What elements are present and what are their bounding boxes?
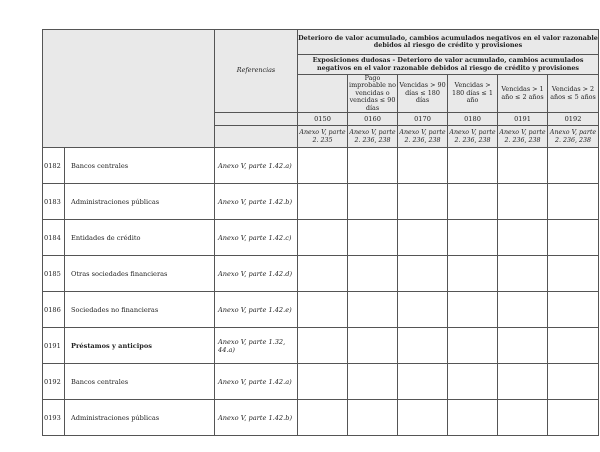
- row-label: Bancos centrales: [65, 364, 215, 400]
- row-reference: Anexo V, parte 1.42.b): [215, 184, 298, 220]
- data-cell[interactable]: [448, 364, 498, 400]
- data-cell[interactable]: [448, 256, 498, 292]
- data-cell[interactable]: [498, 184, 548, 220]
- table-row: [43, 256, 599, 292]
- data-cell[interactable]: [448, 220, 498, 256]
- data-cell[interactable]: [298, 256, 348, 292]
- column-reference: Anexo V, parte 2. 235: [298, 126, 348, 148]
- row-code: 0191: [43, 328, 65, 364]
- table-body: [43, 148, 599, 436]
- data-cell[interactable]: [498, 256, 548, 292]
- column-label: Vencidas > 1 año ≤ 2 años: [498, 75, 548, 113]
- row-code: 0186: [43, 292, 65, 328]
- row-code: 0183: [43, 184, 65, 220]
- column-reference: Anexo V, parte 2. 236, 238: [448, 126, 498, 148]
- row-reference: Anexo V, parte 1.42.c): [215, 220, 298, 256]
- data-cell[interactable]: [398, 364, 448, 400]
- data-cell[interactable]: [548, 256, 599, 292]
- data-cell[interactable]: [398, 220, 448, 256]
- row-label: Administraciones públicas: [65, 184, 215, 220]
- data-cell[interactable]: [448, 148, 498, 184]
- data-cell[interactable]: [348, 364, 398, 400]
- row-reference: Anexo V, parte 1.42.a): [215, 364, 298, 400]
- row-reference: Anexo V, parte 1.42.e): [215, 292, 298, 328]
- table-row: [43, 148, 599, 184]
- data-cell[interactable]: [298, 400, 348, 436]
- column-label: Vencidas > 90 días ≤ 180 días: [398, 75, 448, 113]
- data-cell[interactable]: [448, 400, 498, 436]
- data-cell[interactable]: [448, 184, 498, 220]
- data-cell[interactable]: [348, 328, 398, 364]
- group-header-sub-text: Exposiciones dudosas - Deterioro de valor acumulado, cambios acumulados negativos en el valor razonable debidos al riesgo de crédito y provisiones: [312, 56, 584, 72]
- header-blank-cell: [43, 30, 215, 148]
- data-cell[interactable]: [498, 400, 548, 436]
- data-cell[interactable]: [348, 256, 398, 292]
- group-header-top: [298, 30, 599, 55]
- referencias-label: Referencias: [236, 66, 276, 75]
- column-code: 0170: [398, 113, 448, 126]
- data-cell[interactable]: [348, 292, 398, 328]
- table-row: [43, 364, 599, 400]
- data-cell[interactable]: [398, 400, 448, 436]
- data-cell[interactable]: [548, 292, 599, 328]
- table-row: [43, 184, 599, 220]
- table-row: [43, 328, 599, 364]
- data-cell[interactable]: [298, 364, 348, 400]
- row-label: Entidades de crédito: [65, 220, 215, 256]
- column-reference: Anexo V, parte 2. 236, 238: [398, 126, 448, 148]
- row-code: 0192: [43, 364, 65, 400]
- data-cell[interactable]: [498, 328, 548, 364]
- row-label: Bancos centrales: [65, 148, 215, 184]
- data-cell[interactable]: [398, 256, 448, 292]
- row-label: Préstamos y anticipos: [65, 328, 215, 364]
- data-cell[interactable]: [498, 220, 548, 256]
- data-cell[interactable]: [448, 292, 498, 328]
- data-cell[interactable]: [398, 148, 448, 184]
- group-header-sub: [298, 55, 599, 75]
- data-cell[interactable]: [348, 184, 398, 220]
- column-code: 0160: [348, 113, 398, 126]
- referencias-ref-blank: [215, 126, 298, 148]
- row-code: 0184: [43, 220, 65, 256]
- column-reference: Anexo V, parte 2. 236, 238: [348, 126, 398, 148]
- data-cell[interactable]: [548, 364, 599, 400]
- row-reference: Anexo V, parte 1.42.b): [215, 400, 298, 436]
- data-cell[interactable]: [498, 148, 548, 184]
- column-code: 0150: [298, 113, 348, 126]
- row-reference: Anexo V, parte 1.42.d): [215, 256, 298, 292]
- data-cell[interactable]: [398, 292, 448, 328]
- row-label: Otras sociedades financieras: [65, 256, 215, 292]
- column-label: Vencidas > 180 días ≤ 1 año: [448, 75, 498, 113]
- referencias-code-blank: [215, 113, 298, 126]
- column-label: [298, 75, 348, 113]
- data-cell[interactable]: [348, 148, 398, 184]
- column-code: 0191: [498, 113, 548, 126]
- data-cell[interactable]: [548, 400, 599, 436]
- column-code: 0180: [448, 113, 498, 126]
- column-code: 0192: [548, 113, 599, 126]
- data-cell[interactable]: [448, 328, 498, 364]
- data-cell[interactable]: [298, 328, 348, 364]
- data-cell[interactable]: [548, 148, 599, 184]
- row-reference: Anexo V, parte 1.32, 44.a): [215, 328, 298, 364]
- data-cell[interactable]: [298, 184, 348, 220]
- data-cell[interactable]: [498, 364, 548, 400]
- column-label: Pago improbable no vencidas o vencidas ≤ 90 días: [349, 74, 396, 112]
- financial-report-table: [42, 29, 599, 436]
- row-code: 0182: [43, 148, 65, 184]
- row-reference: Anexo V, parte 1.42.a): [215, 148, 298, 184]
- row-code: 0185: [43, 256, 65, 292]
- data-cell[interactable]: [348, 400, 398, 436]
- data-cell[interactable]: [548, 184, 599, 220]
- table-row: [43, 220, 599, 256]
- group-header-top-text: Deterioro de valor acumulado, cambios acumulados negativos en el valor razonable debidos al riesgo de crédito y provisiones: [298, 33, 598, 49]
- data-cell[interactable]: [298, 148, 348, 184]
- data-cell[interactable]: [548, 220, 599, 256]
- column-label: Vencidas > 2 años ≤ 5 años: [548, 75, 599, 113]
- table-row: [43, 400, 599, 436]
- row-label: Sociedades no financieras: [65, 292, 215, 328]
- data-cell[interactable]: [548, 328, 599, 364]
- table-row: [43, 292, 599, 328]
- data-cell[interactable]: [398, 184, 448, 220]
- row-label: Administraciones públicas: [65, 400, 215, 436]
- referencias-header: [215, 30, 298, 113]
- column-reference: Anexo V, parte 2. 236, 238: [548, 126, 599, 148]
- data-cell[interactable]: [298, 220, 348, 256]
- data-cell[interactable]: [298, 292, 348, 328]
- data-cell[interactable]: [498, 292, 548, 328]
- row-code: 0193: [43, 400, 65, 436]
- column-reference: Anexo V, parte 2. 236, 238: [498, 126, 548, 148]
- data-cell[interactable]: [398, 328, 448, 364]
- data-cell[interactable]: [348, 220, 398, 256]
